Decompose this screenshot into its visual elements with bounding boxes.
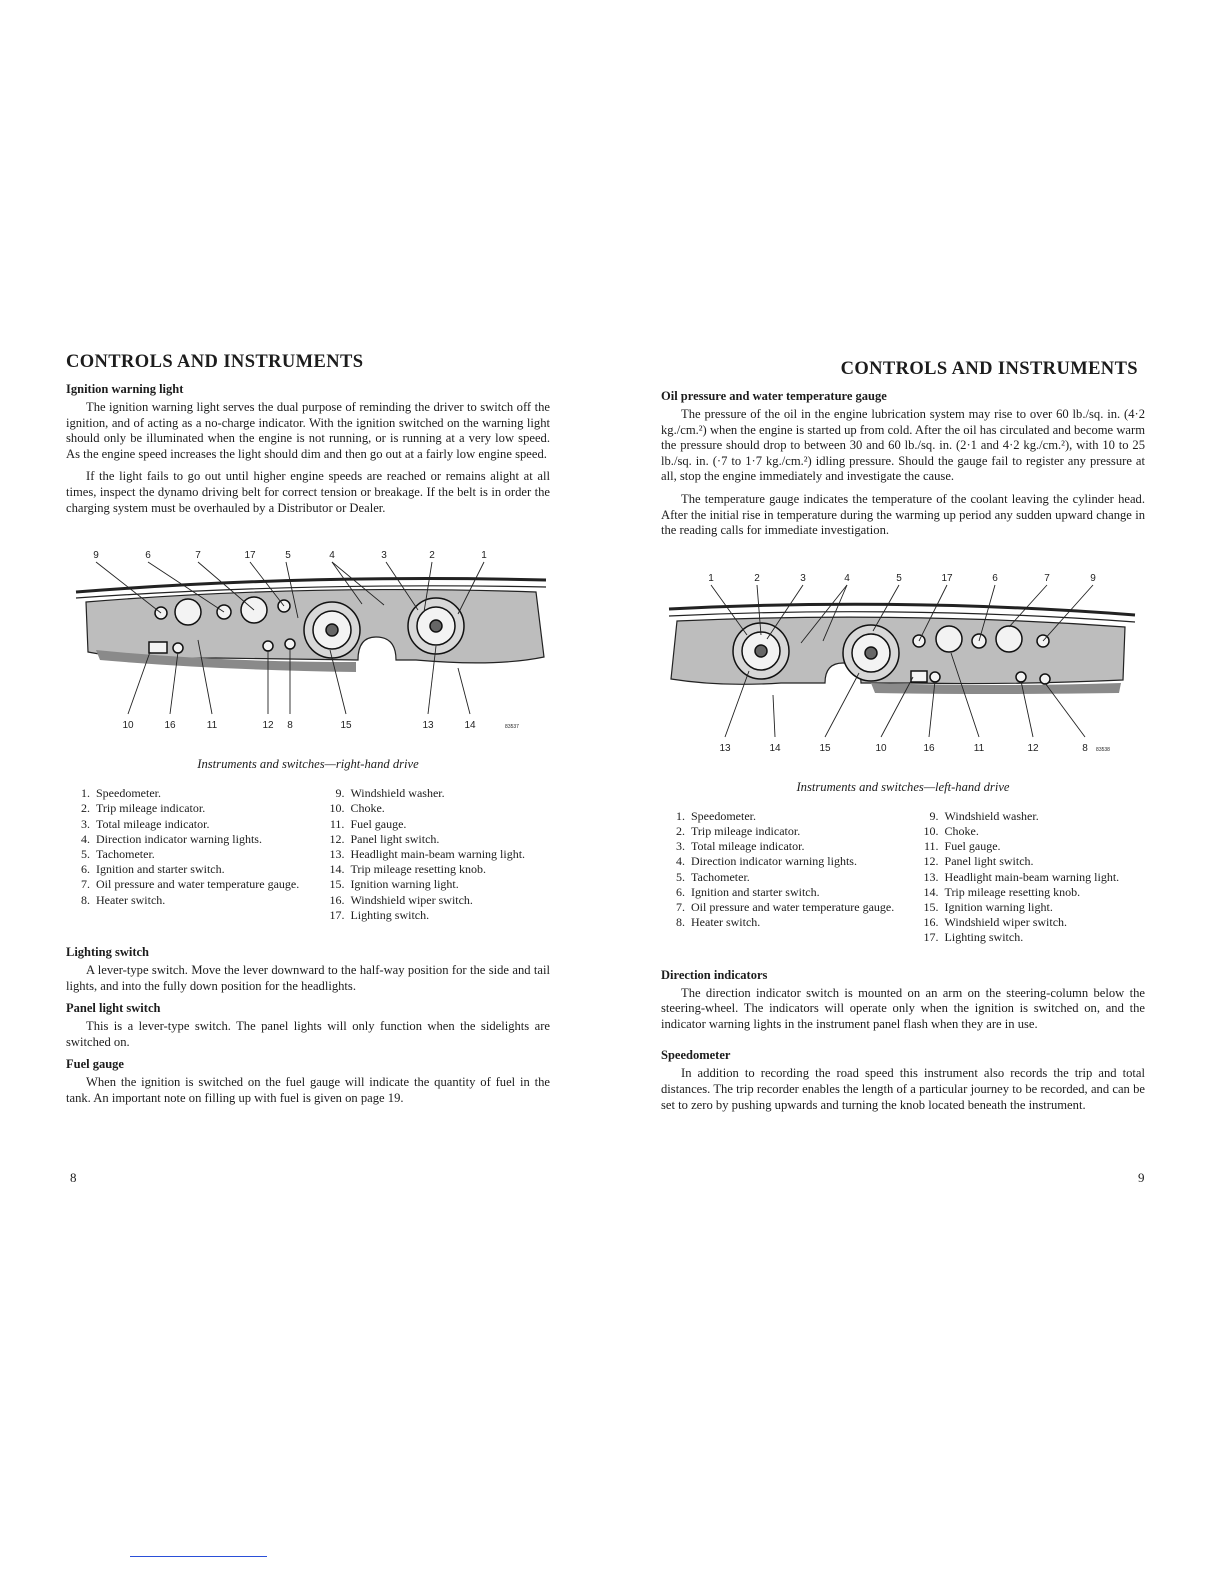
legend-item: 3. Total mileage indicator.: [676, 839, 805, 854]
callout-label: 2: [754, 572, 760, 584]
paragraph: A lever-type switch. Move the lever downward to the half-way position for the side and tail lights, and into the fully down position for the headlights.: [66, 962, 550, 993]
legend-item: 6. Ignition and starter switch.: [676, 884, 820, 899]
legend-item: 12. Panel light switch.: [329, 831, 440, 846]
legend-item: 5. Tachometer.: [81, 846, 155, 861]
callout-label: 5: [285, 550, 291, 562]
paragraph: The direction indicator switch is mounted on an arm on the steering-column below the steering-wheel. The indicators will operate only when the ignition is switched on, and the indicator warning lights in the instrument panel flash when they are in use.: [661, 985, 1145, 1031]
dashboard-illustration-rhd: [66, 532, 550, 757]
callout-label: 11: [206, 720, 218, 732]
callout-label: 16: [923, 742, 935, 754]
legend: [661, 809, 1145, 946]
legend-item: 17. Lighting switch.: [923, 930, 1024, 945]
paragraph: The ignition warning light serves the dual purpose of reminding the driver to switch off the ignition, and of acting as a no-charge indicator. With the ignition switched on the warning light should only be illuminated when the engine is not running, or is running at a very low speed. As the engine speed increases the light should dim and then go out at a fairly low engine speed.: [66, 400, 550, 461]
legend-item: 1. Speedometer.: [676, 808, 756, 823]
section-heading: Fuel gauge: [66, 1057, 124, 1072]
callout-label: 6: [145, 550, 151, 562]
section-ignition-warning-light: [66, 382, 550, 516]
legend-item: 7. Oil pressure and water temperature gauge.: [676, 899, 895, 914]
section-heading: Lighting switch: [66, 944, 150, 959]
legend-item: 8. Heater switch.: [81, 892, 166, 907]
callout-label: 14: [769, 742, 781, 754]
callout-label: 3: [800, 572, 806, 584]
legend-column: [66, 786, 320, 923]
callout-label: 14: [464, 720, 476, 732]
callout-label: 11: [973, 742, 985, 754]
callout-label: 10: [875, 742, 887, 754]
legend-item: 3. Total mileage indicator.: [81, 816, 210, 831]
legend-item: 13. Headlight main-beam warning light.: [923, 869, 1120, 884]
legend-item: 4. Direction indicator warning lights.: [676, 854, 857, 869]
legend-item: 1. Speedometer.: [81, 786, 161, 801]
callout-label: 1: [708, 572, 714, 584]
dashboard-illustration-lhd: [661, 555, 1145, 780]
page-header: CONTROLS AND INSTRUMENTS: [840, 359, 1138, 379]
section-heading: Direction indicators: [661, 967, 768, 982]
dashboard-figure-lhd: [661, 555, 1145, 780]
callout-label: 15: [819, 742, 831, 754]
section-fuel-gauge: [66, 1057, 550, 1106]
legend-item: 16. Windshield wiper switch.: [923, 915, 1068, 930]
figure-ref: 83537: [505, 724, 519, 731]
callout-label: 10: [122, 720, 134, 732]
legend-item: 16. Windshield wiper switch.: [329, 892, 473, 907]
legend-item: 17. Lighting switch.: [329, 907, 430, 922]
legend-item: 5. Tachometer.: [676, 869, 750, 884]
section-lighting-switch: [66, 945, 550, 994]
callout-label: 3: [381, 550, 387, 562]
callout-label: 13: [422, 720, 434, 732]
legend-item: 15. Ignition warning light.: [923, 899, 1053, 914]
paragraph: The pressure of the oil in the engine lubrication system may rise to over 60 lb./sq. in. (4·2 kg./cm.²) when the engine is started up from cold. After the oil has circulated and become warm the pressure should drop to between 30 and 60 lb./sq. in. (2·1 and 4·2 kg./cm.²), with 10 to 25 lb./sq. in. (·7 to 1·7 kg./cm.²) idling pressure. Should the gauge fail to register any pressure at all, stop the engine immediately and investigate the cause.: [661, 407, 1145, 484]
callout-label: 8: [287, 720, 293, 732]
legend-column: [915, 809, 1145, 946]
section-speedometer: [661, 1048, 1145, 1113]
callout-label: 7: [195, 550, 201, 562]
callout-label: 17: [941, 572, 953, 584]
legend-column: [661, 809, 915, 946]
legend-item: 8. Heater switch.: [676, 915, 761, 930]
section-heading: Oil pressure and water temperature gauge: [661, 389, 887, 403]
legend-item: 10. Choke.: [923, 823, 979, 838]
legend-item: 7. Oil pressure and water temperature gauge.: [81, 877, 300, 892]
callout-label: 2: [429, 550, 435, 562]
section-direction-indicators: [661, 968, 1145, 1033]
legend-item: 11. Fuel gauge.: [329, 816, 407, 831]
legend-item: 13. Headlight main-beam warning light.: [329, 846, 526, 861]
legend-item: 2. Trip mileage indicator.: [81, 801, 206, 816]
page-number: 9: [1138, 1170, 1145, 1185]
callout-label: 13: [719, 742, 731, 754]
callout-label: 5: [896, 572, 902, 584]
legend-item: 10. Choke.: [329, 801, 385, 816]
section-heading: Ignition warning light: [66, 382, 184, 396]
callout-label: 4: [844, 572, 850, 584]
callout-label: 12: [1027, 742, 1039, 754]
page-header: CONTROLS AND INSTRUMENTS: [66, 352, 364, 372]
figure-caption: Instruments and switches—right-hand drive: [197, 757, 419, 772]
legend-item: 15. Ignition warning light.: [329, 877, 459, 892]
figure-ref: 83538: [1096, 746, 1110, 753]
legend-item: 9. Windshield washer.: [335, 786, 445, 801]
legend-column: [320, 786, 550, 923]
callout-label: 17: [244, 550, 256, 562]
legend-item: 9. Windshield washer.: [929, 808, 1039, 823]
callout-label: 4: [329, 550, 335, 562]
callout-label: 9: [1090, 572, 1096, 584]
callout-label: 6: [992, 572, 998, 584]
legend-item: 6. Ignition and starter switch.: [81, 862, 225, 877]
paragraph: This is a lever-type switch. The panel lights will only function when the sidelights are switched on.: [66, 1019, 550, 1049]
legend-item: 11. Fuel gauge.: [923, 839, 1001, 854]
page-number: 8: [70, 1170, 77, 1185]
right-page: [661, 352, 1145, 1120]
paragraph: In addition to recording the road speed this instrument also records the trip and total distances. The trip recorder enables the length of a particular journey to be recorded, and can be set to zero by pushing upwards and turning the knob located beneath the instrument.: [661, 1066, 1145, 1112]
left-page: [66, 352, 550, 1114]
section-oil-pressure-water-temperature: [661, 389, 1145, 539]
legend-item: 14. Trip mileage resetting knob.: [923, 884, 1081, 899]
section-heading: Speedometer: [661, 1048, 731, 1063]
callout-label: 16: [164, 720, 176, 732]
callout-label: 1: [481, 550, 487, 562]
footer-rule: [130, 1556, 267, 1557]
legend-item: 4. Direction indicator warning lights.: [81, 831, 262, 846]
figure-caption: Instruments and switches—left-hand drive: [796, 779, 1010, 794]
paragraph: When the ignition is switched on the fuel gauge will indicate the quantity of fuel in the tank. An important note on filling up with fuel is given on page 19.: [66, 1075, 550, 1105]
legend-item: 14. Trip mileage resetting knob.: [329, 862, 486, 877]
legend-item: 2. Trip mileage indicator.: [676, 823, 801, 838]
legend: [66, 786, 550, 923]
legend-item: 12. Panel light switch.: [923, 854, 1034, 869]
paragraph: The temperature gauge indicates the temperature of the coolant leaving the cylinder head. After the initial rise in temperature during the warming up period any sudden upward change in the reading calls for immediate investigation.: [661, 491, 1145, 538]
paragraph: If the light fails to go out until higher engine speeds are reached or remains alight at all times, inspect the dynamo driving belt for correct tension or breakage. If the belt is in order the charging system must be overhauled by a Distributor or Dealer.: [66, 469, 550, 515]
dashboard-figure-rhd: [66, 532, 550, 757]
callout-label: 12: [262, 720, 274, 732]
section-heading: Panel light switch: [66, 1001, 161, 1016]
callout-label: 7: [1044, 572, 1050, 584]
callout-label: 8: [1082, 742, 1088, 754]
section-panel-light-switch: [66, 1001, 550, 1050]
callout-label: 15: [340, 720, 352, 732]
callout-label: 9: [93, 550, 99, 562]
